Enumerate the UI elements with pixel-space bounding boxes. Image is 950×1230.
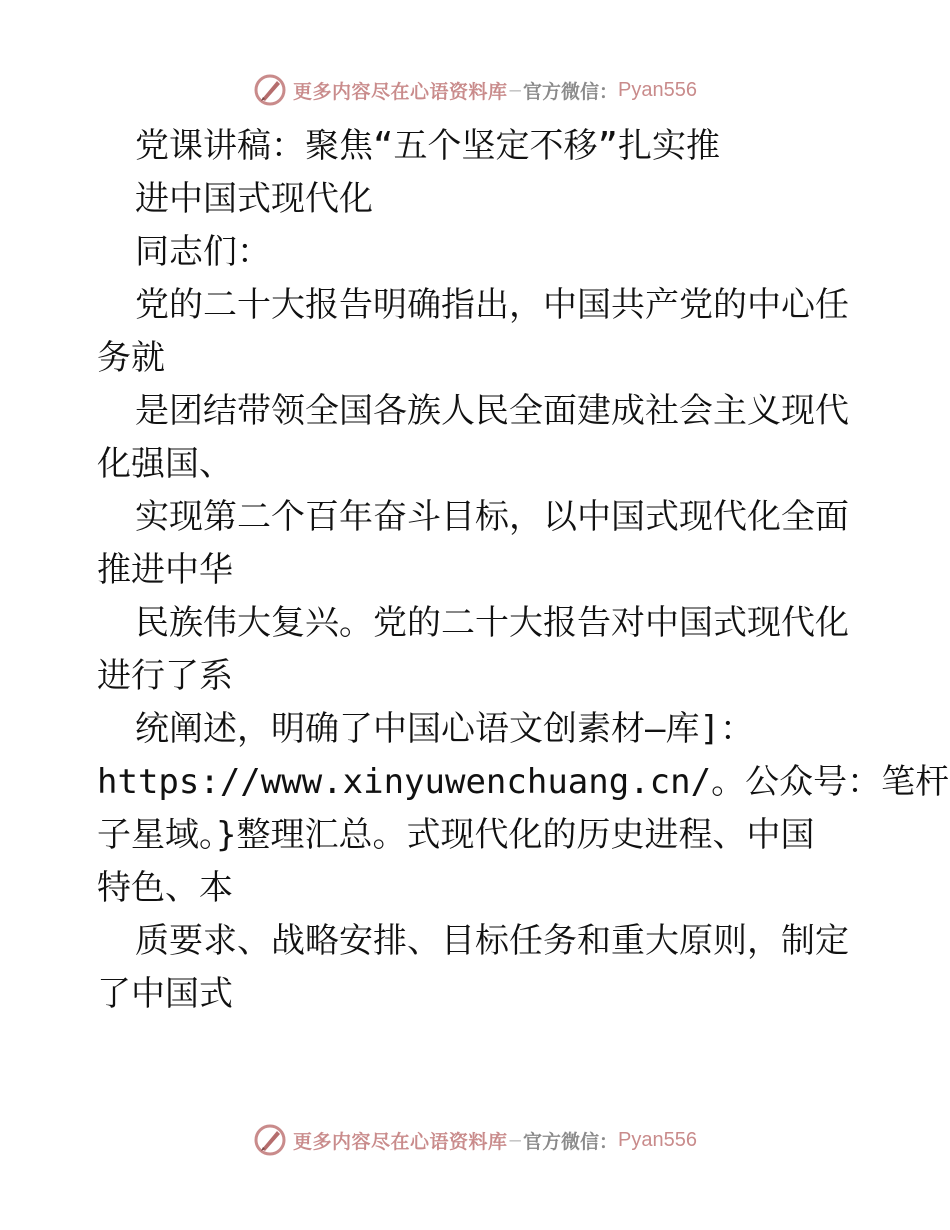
document-line: 进行了系	[97, 656, 233, 696]
document-line: 是团结带领全国各族人民全面建成社会主义现代	[135, 391, 849, 431]
watermark-separator: —	[509, 1129, 521, 1151]
watermark-wechat-id: Pyan556	[618, 78, 697, 101]
document-line: 特色、本	[97, 868, 233, 908]
document-line: 化强国、	[97, 444, 233, 484]
document-line: 推进中华	[97, 550, 233, 590]
document-body	[97, 120, 950, 1021]
watermark-site-text: 更多内容尽在心语资料库	[293, 80, 508, 103]
document-line: 实现第二个百年奋斗目标，以中国式现代化全面	[135, 497, 849, 537]
watermark-wechat-label: 官方微信：	[522, 1130, 618, 1153]
document-line: 统阐述，明确了中国心语文创素材—库]：	[135, 709, 754, 749]
document-line: 党课讲稿：聚焦“五个坚定不移”扎实推	[135, 126, 720, 166]
document-line: 进中国式现代化	[135, 179, 373, 219]
watermark-separator: —	[509, 79, 521, 101]
footer-watermark	[0, 1120, 950, 1160]
document-line: 民族伟大复兴。党的二十大报告对中国式现代化	[135, 603, 849, 643]
document-line: 同志们：	[135, 232, 271, 272]
header-watermark	[0, 70, 950, 110]
quill-circle-logo-icon	[253, 1123, 287, 1157]
watermark-wechat-id: Pyan556	[618, 1128, 697, 1151]
document-line: 了中国式	[97, 974, 233, 1014]
document-line: 务就	[97, 338, 165, 378]
quill-circle-logo-icon	[253, 73, 287, 107]
document-line: 党的二十大报告明确指出，中国共产党的中心任	[135, 285, 849, 325]
document-line: 质要求、战略安排、目标任务和重大原则，制定	[135, 921, 849, 961]
document-line: https://www.xinyuwenchuang.cn/。公众号：笔杆	[97, 762, 950, 802]
document-line: 子星域。}整理汇总。式现代化的历史进程、中国	[97, 815, 815, 855]
watermark-site-text: 更多内容尽在心语资料库	[293, 1130, 508, 1153]
watermark-wechat-label: 官方微信：	[522, 80, 618, 103]
